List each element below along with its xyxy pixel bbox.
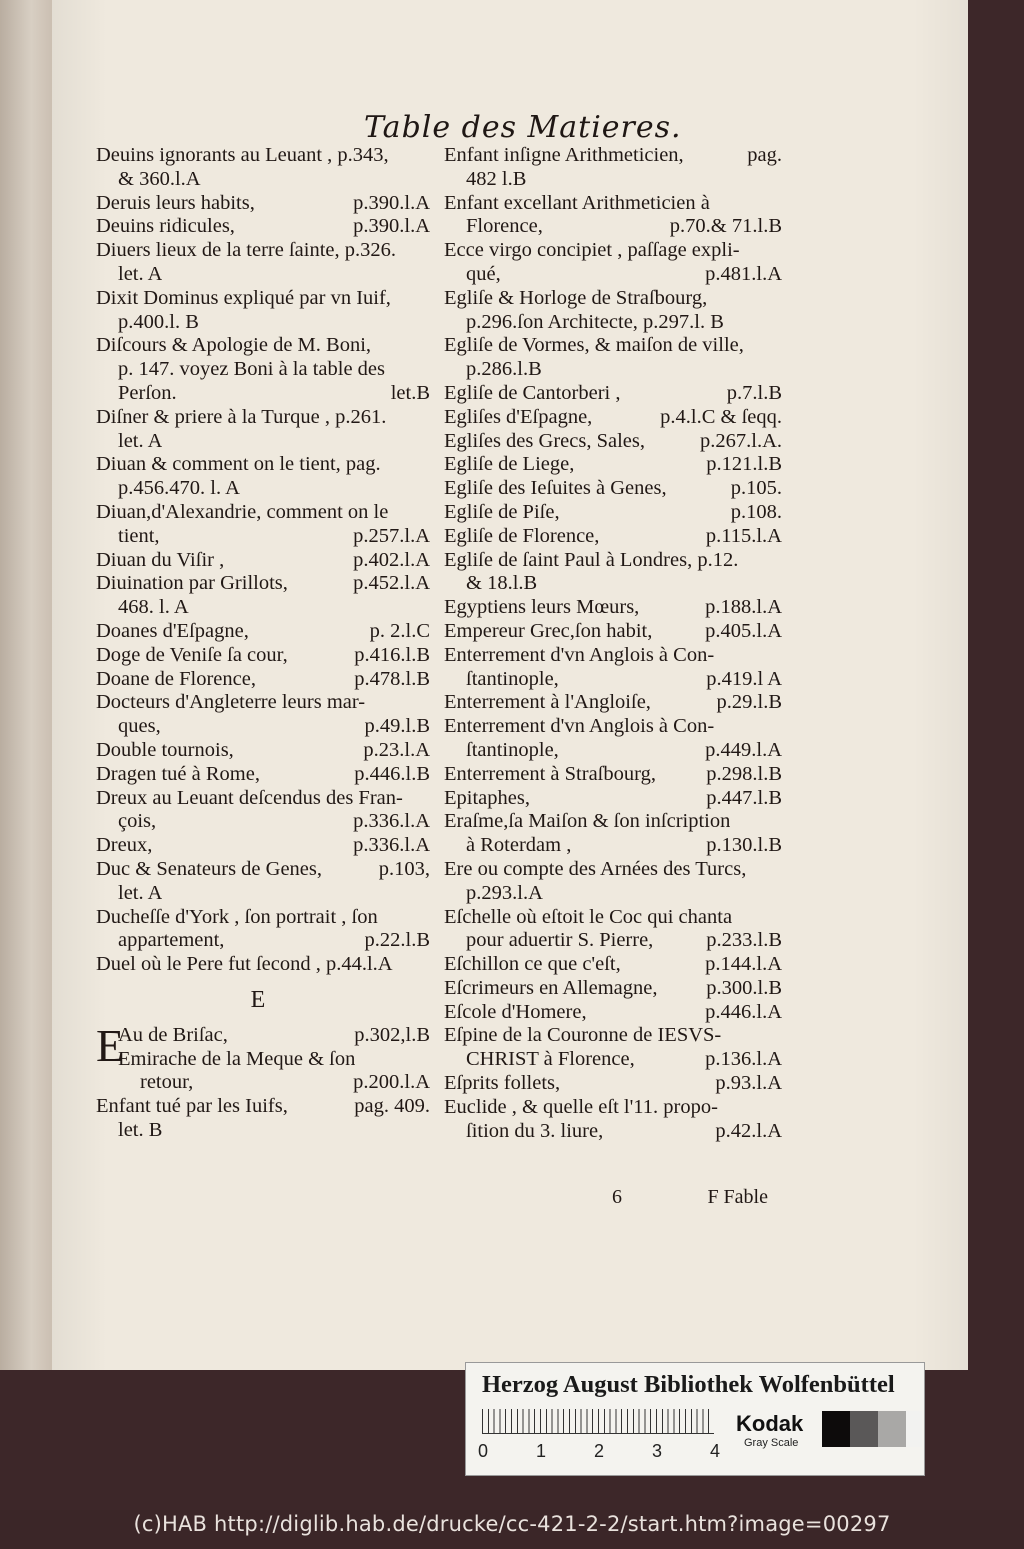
- index-line: [444, 382, 782, 406]
- page-footer: [612, 1186, 768, 1209]
- index-entry: [96, 549, 430, 573]
- page-reference: p.130.l.B: [706, 834, 782, 857]
- entry-text: appartement,: [118, 929, 225, 952]
- kodak-logo: Kodak: [736, 1411, 804, 1436]
- entry-text: Eſpine de la Couronne de IESVS-: [444, 1024, 722, 1047]
- index-line: [444, 311, 782, 335]
- entry-text: Deuins ignorants au Leuant , p.343,: [96, 144, 389, 166]
- page-reference: p.481.l.A: [705, 262, 782, 285]
- index-entry: [96, 834, 430, 858]
- page-reference: p.188.l.A: [705, 596, 782, 619]
- page-reference: p.121.l.B: [706, 453, 782, 476]
- index-entry: [96, 739, 430, 763]
- signature-mark: 6: [612, 1186, 622, 1208]
- ruler-scale: [482, 1409, 714, 1434]
- index-column-right: [444, 144, 782, 1143]
- index-entry: [444, 1072, 782, 1096]
- index-line: [96, 929, 430, 953]
- page-reference: p.298.l.B: [706, 762, 782, 785]
- index-line: [96, 882, 430, 906]
- index-entry: [444, 977, 782, 1001]
- index-line: [96, 739, 430, 763]
- page-reference: p.446.l.B: [354, 762, 430, 785]
- index-line: [96, 691, 430, 715]
- entry-text: Egliſe des Ieſuites à Genes,: [444, 477, 667, 500]
- index-entry: [96, 453, 430, 501]
- page-reference: p.300.l.B: [706, 976, 782, 999]
- index-line: [444, 453, 782, 477]
- entry-text: Dixit Dominus expliqué par vn Iuif,: [96, 286, 391, 309]
- entry-text: Eſcrimeurs en Allemagne,: [444, 976, 658, 999]
- index-line: [444, 1096, 782, 1120]
- index-line: [96, 810, 430, 834]
- page-reference: p.93.l.A: [715, 1072, 782, 1095]
- entry-text: Florence,: [466, 215, 543, 238]
- index-entry: [444, 810, 782, 858]
- index-line: [96, 620, 430, 644]
- page-reference: p.447.l.B: [706, 786, 782, 809]
- catchword: F Fable: [707, 1186, 768, 1208]
- index-line: [96, 858, 430, 882]
- entry-text: Egliſe de Vormes, & maiſon de ville,: [444, 334, 744, 357]
- page-reference: p.7.l.B: [726, 381, 782, 404]
- entry-text: Emirache de la Meque & ſon: [118, 1047, 356, 1070]
- index-column-left: [96, 144, 430, 1143]
- index-line: [96, 311, 430, 335]
- index-line: [96, 787, 430, 811]
- page-reference: p.402.l.A: [353, 548, 430, 571]
- page-title: Table des Matieres.: [364, 110, 682, 145]
- entry-text: Au de Briſac,: [118, 1023, 228, 1046]
- entry-text: Dreux au Leuant deſcendus des Fran-: [96, 786, 403, 809]
- index-entry: [96, 572, 430, 620]
- index-line: [444, 906, 782, 930]
- entry-text: p.400.l. B: [118, 310, 199, 333]
- entry-text: Epitaphes,: [444, 786, 530, 809]
- entry-text: Enterrement à l'Angloiſe,: [444, 691, 651, 714]
- index-line: [444, 763, 782, 787]
- entry-text: retour,: [140, 1071, 194, 1094]
- index-entry: [96, 215, 430, 239]
- ruler-numbers: [478, 1441, 738, 1465]
- entry-text: çois,: [118, 810, 157, 833]
- entry-text: Eſchillon ce que c'eſt,: [444, 953, 621, 976]
- index-line: [444, 477, 782, 501]
- index-line: [96, 144, 430, 168]
- page-reference: p.105.: [730, 477, 782, 500]
- index-line: [444, 644, 782, 668]
- page-reference: p.22.l.B: [364, 929, 430, 952]
- entry-text: ques,: [118, 715, 161, 738]
- page-reference: p.257.l.A: [353, 524, 430, 547]
- entry-text: Ecce virgo concipiet , paſſage expli-: [444, 239, 740, 262]
- entry-text: let. A: [118, 881, 163, 904]
- index-entry: [444, 239, 782, 287]
- index-line: [444, 239, 782, 263]
- index-entry: [96, 501, 430, 549]
- ruler-number: 1: [536, 1441, 547, 1461]
- entry-text: Enterrement à Straſbourg,: [444, 762, 656, 785]
- entry-text: Dragen tué à Rome,: [96, 762, 260, 785]
- index-line: [96, 906, 430, 930]
- index-line: [96, 406, 430, 430]
- index-entry: [96, 906, 430, 954]
- index-line: [96, 334, 430, 358]
- entry-text: Double tournois,: [96, 738, 234, 761]
- entry-text: Ere ou compte des Arnées des Turcs,: [444, 857, 747, 880]
- index-line: [96, 525, 430, 549]
- page-reference: p.144.l.A: [705, 953, 782, 976]
- page-reference: p.115.l.A: [705, 524, 782, 547]
- index-line: [96, 834, 430, 858]
- index-line: [96, 715, 430, 739]
- index-entry: [444, 715, 782, 763]
- index-line: [444, 668, 782, 692]
- index-entry: [118, 1024, 430, 1048]
- index-entry: [444, 1096, 782, 1144]
- entry-text: Egliſe de Liege,: [444, 453, 575, 476]
- index-line: [444, 1001, 782, 1025]
- index-line: [96, 382, 430, 406]
- entry-text: p.296.ſon Architecte, p.297.l. B: [466, 310, 724, 333]
- gray-scale-label: Gray Scale: [744, 1437, 799, 1449]
- index-line: [444, 834, 782, 858]
- index-entry: [96, 287, 430, 335]
- index-entry: [444, 596, 782, 620]
- index-line: [96, 596, 430, 620]
- index-entry: [96, 953, 430, 977]
- index-entry: [96, 763, 430, 787]
- section-letter: E: [250, 986, 266, 1013]
- index-line: [96, 1095, 430, 1119]
- index-line: [444, 168, 782, 192]
- entry-text: Doanes d'Eſpagne,: [96, 619, 249, 642]
- page-reference: p.390.l.A: [353, 191, 430, 214]
- entry-text: Enfant inſigne Arithmeticien,: [444, 144, 684, 166]
- page-reference: pag. 409.: [354, 1095, 430, 1118]
- entry-text: Egliſes des Grecs, Sales,: [444, 429, 645, 452]
- index-entry: [444, 953, 782, 977]
- entry-text: Ducheſſe d'York , ſon portrait , ſon: [96, 905, 378, 928]
- index-entry: [444, 906, 782, 954]
- index-line: [96, 668, 430, 692]
- entry-text: Eſchelle où eſtoit le Coc qui chanta: [444, 905, 733, 928]
- index-line: [96, 215, 430, 239]
- entry-text: & 360.l.A: [118, 167, 201, 190]
- index-entry: [96, 620, 430, 644]
- page-reference: p.103,: [378, 857, 430, 880]
- entry-text: à Roterdam ,: [466, 834, 572, 857]
- index-entry: [444, 477, 782, 501]
- entry-text: Egyptiens leurs Mœurs,: [444, 596, 640, 619]
- index-entry: [444, 1001, 782, 1025]
- entry-text: ſtantinople,: [466, 738, 559, 761]
- page-reference: p.416.l.B: [354, 643, 430, 666]
- index-line: [444, 691, 782, 715]
- index-line: [96, 477, 430, 501]
- page-reference: p.267.l.A.: [700, 429, 782, 452]
- page-reference: p.200.l.A: [353, 1071, 430, 1094]
- page-reference: p.452.l.A: [353, 572, 430, 595]
- facing-page-edge: [0, 0, 54, 1370]
- index-entry: [96, 144, 430, 192]
- index-line: [444, 430, 782, 454]
- index-entry: [444, 430, 782, 454]
- index-line: [444, 572, 782, 596]
- index-line: [444, 810, 782, 834]
- entry-text: ſition du 3. liure,: [466, 1119, 604, 1142]
- entry-text: pour aduertir S. Pierre,: [466, 929, 654, 952]
- index-entry: [444, 787, 782, 811]
- index-line: [444, 715, 782, 739]
- color-target-card: [465, 1362, 925, 1476]
- entry-text: Diuers lieux de la terre ſainte, p.326.: [96, 239, 396, 262]
- page-reference: p.478.l.B: [354, 667, 430, 690]
- index-entry: [444, 382, 782, 406]
- gray-swatch-light: [878, 1411, 906, 1447]
- index-entry: [96, 858, 430, 906]
- index-line: [444, 192, 782, 216]
- index-entry: [444, 453, 782, 477]
- entry-text: Dreux,: [96, 834, 153, 857]
- index-line: [444, 215, 782, 239]
- page-reference: p.336.l.A: [353, 810, 430, 833]
- page-reference: p.49.l.B: [364, 715, 430, 738]
- section-e-entries: [96, 1019, 430, 1143]
- index-line: [444, 358, 782, 382]
- entry-text: Diuan du Viſir ,: [96, 548, 225, 571]
- page-reference: p.23.l.A: [363, 738, 430, 761]
- entry-text: Egliſe & Horloge de Straſbourg,: [444, 286, 708, 309]
- index-line: [118, 1071, 430, 1095]
- index-entry: [444, 763, 782, 787]
- index-entry: [444, 144, 782, 192]
- index-entry: [444, 858, 782, 906]
- entry-text: p.293.l.A: [466, 881, 543, 904]
- page-reference: p.42.l.A: [715, 1119, 782, 1142]
- page-reference: p.336.l.A: [353, 834, 430, 857]
- index-entry: [444, 501, 782, 525]
- index-line: [96, 239, 430, 263]
- entry-text: Eſcole d'Homere,: [444, 1000, 587, 1023]
- index-entry: [444, 620, 782, 644]
- index-line: [444, 1048, 782, 1072]
- entry-text: let. A: [118, 262, 163, 285]
- index-line: [444, 144, 782, 168]
- entry-text: Empereur Grec,ſon habit,: [444, 619, 653, 642]
- index-line: [96, 358, 430, 382]
- index-entry: [444, 644, 782, 692]
- index-line: [96, 549, 430, 573]
- entry-text: Duc & Senateurs de Genes,: [96, 857, 323, 880]
- entry-text: Euclide , & quelle eſt l'11. propo-: [444, 1095, 718, 1118]
- ruler-number: 3: [652, 1441, 663, 1461]
- entry-text: Docteurs d'Angleterre leurs mar-: [96, 691, 366, 714]
- entry-text: CHRIST à Florence,: [466, 1048, 635, 1071]
- index-line: [444, 501, 782, 525]
- index-line: [444, 287, 782, 311]
- page-reference: pag.: [747, 144, 782, 166]
- entry-text: Egliſe de Florence,: [444, 524, 600, 547]
- index-line: [118, 1024, 430, 1048]
- page-reference: p.70.& 71.l.B: [669, 215, 782, 238]
- entry-text: qué,: [466, 262, 501, 285]
- page-reference: p.136.l.A: [705, 1048, 782, 1071]
- index-line: [444, 739, 782, 763]
- entry-text: Diuan,d'Alexandrie, comment on le: [96, 500, 389, 523]
- index-line: [96, 572, 430, 596]
- index-line: [444, 263, 782, 287]
- library-name: Herzog August Bibliothek Wolfenbüttel: [482, 1371, 895, 1398]
- page-reference: p.446.l.A: [705, 1000, 782, 1023]
- index-entry: [96, 239, 430, 287]
- index-line: [444, 596, 782, 620]
- drop-cap: E: [96, 1019, 125, 1071]
- gray-swatch-white: [906, 1411, 922, 1447]
- image-caption: (c)HAB http://diglib.hab.de/drucke/cc-421-2-2/start.htm?image=00297: [133, 1512, 891, 1536]
- entry-text: p.286.l.B: [466, 358, 542, 381]
- index-entry: [444, 334, 782, 382]
- entry-text: Egliſes d'Eſpagne,: [444, 405, 593, 428]
- entry-text: p. 147. voyez Boni à la table des: [118, 358, 386, 381]
- index-entry: [96, 334, 430, 405]
- page-reference: p.449.l.A: [705, 738, 782, 761]
- index-entry: [444, 287, 782, 335]
- page-reference: p.233.l.B: [706, 929, 782, 952]
- index-line: [444, 1072, 782, 1096]
- entry-text: Perſon.: [118, 381, 177, 404]
- index-line: [444, 334, 782, 358]
- index-line: [444, 406, 782, 430]
- entry-text: Diſcours & Apologie de M. Boni,: [96, 334, 372, 357]
- entry-text: let. A: [118, 429, 163, 452]
- entry-text: Egliſe de ſaint Paul à Londres, p.12.: [444, 548, 739, 571]
- entry-text: Egliſe de Cantorberi ,: [444, 381, 621, 404]
- index-line: [444, 858, 782, 882]
- page-reference: p.390.l.A: [353, 215, 430, 238]
- entry-text: Egliſe de Piſe,: [444, 500, 560, 523]
- ruler-number: 0: [478, 1441, 489, 1461]
- index-line: [96, 287, 430, 311]
- page-reference: let.B: [390, 381, 430, 404]
- entry-text: Enterrement d'vn Anglois à Con-: [444, 715, 715, 738]
- entry-text: Diuan & comment on le tient, pag.: [96, 453, 381, 476]
- index-line: [444, 953, 782, 977]
- index-entry: [96, 1095, 430, 1143]
- entry-text: 482 l.B: [466, 167, 527, 190]
- entry-text: tient,: [118, 524, 160, 547]
- entry-text: ſtantinople,: [466, 667, 559, 690]
- entry-text: Doane de Florence,: [96, 667, 256, 690]
- index-line: [96, 501, 430, 525]
- index-entry: [118, 1048, 430, 1096]
- entry-text: Enfant tué par les Iuifs,: [96, 1095, 288, 1118]
- index-line: [444, 787, 782, 811]
- page-reference: p.419.l A: [706, 667, 782, 690]
- entry-text: p.456.470. l. A: [118, 477, 240, 500]
- index-line: [96, 953, 430, 977]
- ruler-number: 4: [710, 1441, 721, 1461]
- index-line: [96, 263, 430, 287]
- page-reference: p.302,l.B: [354, 1023, 430, 1046]
- entry-text: let. B: [118, 1119, 163, 1142]
- ruler-number: 2: [594, 1441, 605, 1461]
- entry-text: Deuins ridicules,: [96, 215, 235, 238]
- index-entry: [444, 691, 782, 715]
- page-reference: p.29.l.B: [716, 691, 782, 714]
- entry-text: Eraſme,ſa Maiſon & ſon inſcription: [444, 810, 731, 833]
- index-line: [444, 620, 782, 644]
- entry-text: Eſprits follets,: [444, 1072, 561, 1095]
- index-line: [118, 1048, 430, 1072]
- index-entry: [96, 691, 430, 739]
- index-line: [96, 644, 430, 668]
- index-line: [96, 1119, 430, 1143]
- entry-text: Enterrement d'vn Anglois à Con-: [444, 643, 715, 666]
- index-line: [444, 929, 782, 953]
- gray-swatch-dark: [850, 1411, 878, 1447]
- index-line: [96, 763, 430, 787]
- index-line: [96, 430, 430, 454]
- gray-swatch-black: [822, 1411, 850, 1447]
- index-entry: [96, 787, 430, 835]
- page-reference: p. 2.l.C: [369, 619, 430, 642]
- entry-text: Diſner & priere à la Turque , p.261.: [96, 405, 387, 428]
- entry-text: & 18.l.B: [466, 572, 538, 595]
- index-entry: [96, 644, 430, 668]
- index-line: [444, 882, 782, 906]
- entry-text: Deruis leurs habits,: [96, 191, 255, 214]
- index-line: [444, 525, 782, 549]
- entry-text: Enfant excellant Arithmeticien à: [444, 191, 710, 214]
- index-entry: [96, 406, 430, 454]
- entry-text: Diuination par Grillots,: [96, 572, 288, 595]
- index-line: [96, 453, 430, 477]
- index-entry: [444, 406, 782, 430]
- index-entry: [96, 192, 430, 216]
- page-reference: p.4.l.C & ſeqq.: [660, 405, 782, 428]
- index-line: [444, 977, 782, 1001]
- index-entry: [444, 549, 782, 597]
- page-reference: p.405.l.A: [705, 619, 782, 642]
- index-entry: [444, 1024, 782, 1072]
- index-entry: [444, 192, 782, 240]
- index-line: [444, 1120, 782, 1144]
- index-entry: [444, 525, 782, 549]
- page-reference: p.108.: [730, 500, 782, 523]
- index-line: [444, 549, 782, 573]
- entry-text: Duel où le Pere fut ſecond , p.44.l.A: [96, 953, 393, 976]
- entry-text: 468. l. A: [118, 596, 189, 619]
- index-line: [444, 1024, 782, 1048]
- index-line: [96, 192, 430, 216]
- index-line: [96, 168, 430, 192]
- entry-text: Doge de Veniſe ſa cour,: [96, 643, 288, 666]
- index-entry: [96, 668, 430, 692]
